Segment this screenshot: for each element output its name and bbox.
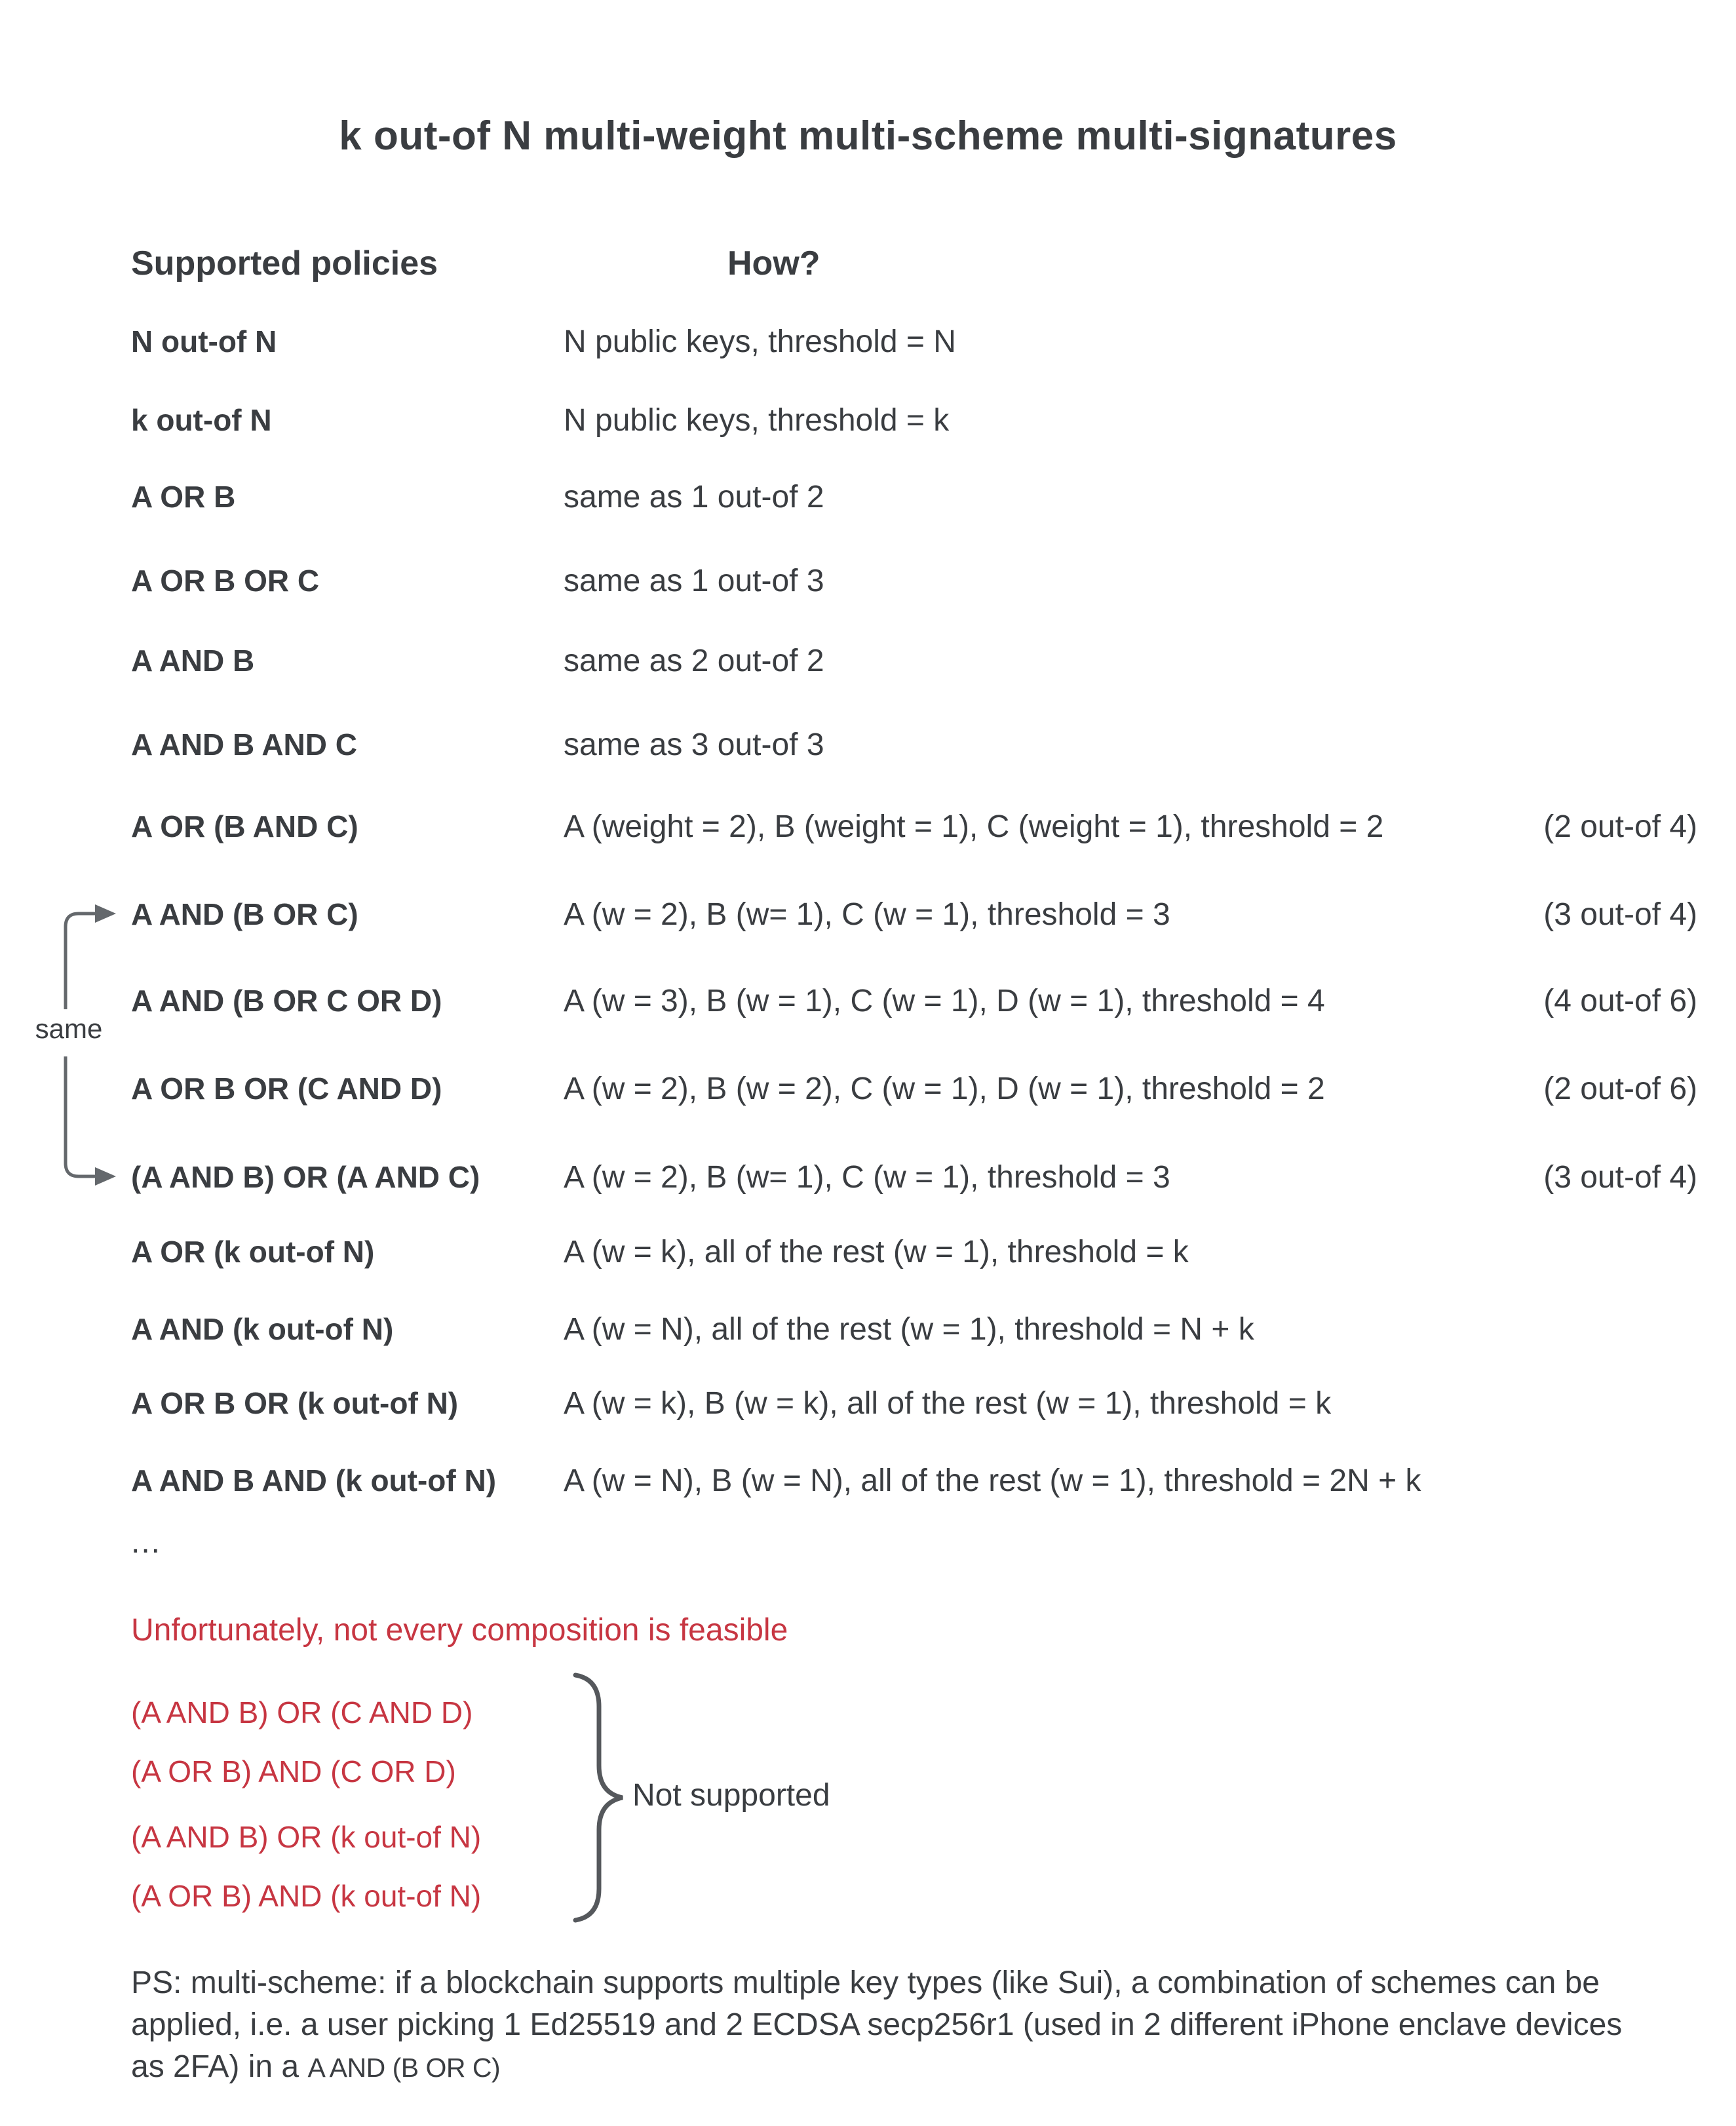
table-row <box>131 897 1704 936</box>
how-cell: same as 3 out-of 3 <box>564 727 824 762</box>
table-row <box>131 402 1704 442</box>
equivalence-cell: (2 out-of 6) <box>1543 1072 1697 1106</box>
page-title: k out-of N multi-weight multi-scheme multi-signatures <box>339 113 1397 159</box>
table-row <box>131 324 1704 363</box>
policy-cell: N out-of N <box>131 324 277 358</box>
policy-cell: A OR (B AND C) <box>131 809 358 843</box>
ps-note <box>131 1962 1678 2089</box>
how-cell: A (w = N), B (w = N), all of the rest (w = 1), threshold = 2N + k <box>564 1463 1421 1498</box>
how-cell: A (w = 2), B (w= 1), C (w = 1), threshold = 3 <box>564 1160 1170 1195</box>
how-cell: A (w = 2), B (w= 1), C (w = 1), threshold = 3 <box>564 897 1170 932</box>
table-row <box>131 1071 1704 1110</box>
policy-cell: A AND (B OR C) <box>131 897 358 931</box>
table-row <box>131 1311 1704 1351</box>
unsupported-policy: (A OR B) AND (k out-of N) <box>131 1879 482 1913</box>
how-cell: A (w = k), B (w = k), all of the rest (w = 1), threshold = k <box>564 1386 1332 1421</box>
table-row-ellipsis <box>131 1524 1704 1564</box>
arrow-right-icon <box>95 1167 116 1186</box>
same-connector-line <box>66 914 95 1009</box>
unsupported-policy: (A AND B) OR (C AND D) <box>131 1695 473 1730</box>
policy-cell: k out-of N <box>131 403 272 437</box>
how-cell: A (w = N), all of the rest (w = 1), threshold = N + k <box>564 1312 1254 1347</box>
policy-cell: A AND B AND C <box>131 727 357 762</box>
how-cell: N public keys, threshold = k <box>564 403 950 438</box>
how-cell: same as 2 out-of 2 <box>564 644 824 678</box>
table-row <box>131 809 1704 848</box>
ellipsis: ... <box>131 1525 162 1560</box>
arrow-right-icon <box>95 904 116 923</box>
ps-policy-code: A AND (B OR C) <box>307 2053 501 2083</box>
how-cell: N public keys, threshold = N <box>564 324 956 359</box>
policy-cell: A OR (k out-of N) <box>131 1235 375 1269</box>
policy-cell: A OR B OR (k out-of N) <box>131 1386 459 1420</box>
table-row <box>131 643 1704 682</box>
table-row <box>131 563 1704 602</box>
policy-cell: A AND B AND (k out-of N) <box>131 1463 497 1498</box>
same-label: same <box>20 1013 118 1045</box>
table-row <box>131 1159 1704 1199</box>
how-cell: same as 1 out-of 3 <box>564 564 824 598</box>
policy-cell: (A AND B) OR (A AND C) <box>131 1160 480 1194</box>
same-connector-line <box>66 1056 95 1176</box>
policy-cell: A AND (B OR C OR D) <box>131 984 442 1018</box>
table-row <box>131 1463 1704 1502</box>
policy-cell: A AND B <box>131 644 255 678</box>
table-row <box>131 1234 1704 1273</box>
ps-line: PS: multi-scheme: if a blockchain supports multiple key types (like Sui), a combination of schemes can be <box>131 1965 1600 2000</box>
not-feasible-heading: Unfortunately, not every composition is feasible <box>131 1613 788 1648</box>
table-row <box>131 479 1704 518</box>
column-header-policies: Supported policies <box>131 244 438 282</box>
how-cell: same as 1 out-of 2 <box>564 480 824 514</box>
not-supported-label: Not supported <box>632 1778 830 1813</box>
curly-brace-icon <box>575 1675 623 1920</box>
ps-line: as 2FA) in a A AND (B OR C) <box>131 2049 501 2084</box>
equivalence-cell: (4 out-of 6) <box>1543 984 1697 1018</box>
policy-cell: A AND (k out-of N) <box>131 1312 394 1346</box>
table-row <box>131 1385 1704 1425</box>
how-cell: A (w = 2), B (w = 2), C (w = 1), D (w = 1), threshold = 2 <box>564 1072 1325 1106</box>
unsupported-policy: (A OR B) AND (C OR D) <box>131 1754 456 1788</box>
equivalence-cell: (2 out-of 4) <box>1543 809 1697 844</box>
policy-cell: A OR B <box>131 480 236 514</box>
table-row <box>131 727 1704 766</box>
column-header-how: How? <box>727 244 820 282</box>
how-cell: A (w = k), all of the rest (w = 1), threshold = k <box>564 1235 1189 1269</box>
ps-line: applied, i.e. a user picking 1 Ed25519 and 2 ECDSA secp256r1 (used in 2 different iPhone enclave devices <box>131 2007 1623 2042</box>
equivalence-cell: (3 out-of 4) <box>1543 897 1697 932</box>
policy-cell: A OR B OR C <box>131 564 320 598</box>
policy-cell: A OR B OR (C AND D) <box>131 1072 442 1106</box>
unsupported-policy: (A AND B) OR (k out-of N) <box>131 1820 482 1854</box>
table-row <box>131 983 1704 1022</box>
equivalence-cell: (3 out-of 4) <box>1543 1160 1697 1195</box>
how-cell: A (w = 3), B (w = 1), C (w = 1), D (w = 1), threshold = 4 <box>564 984 1325 1018</box>
how-cell: A (weight = 2), B (weight = 1), C (weight = 1), threshold = 2 <box>564 809 1384 844</box>
